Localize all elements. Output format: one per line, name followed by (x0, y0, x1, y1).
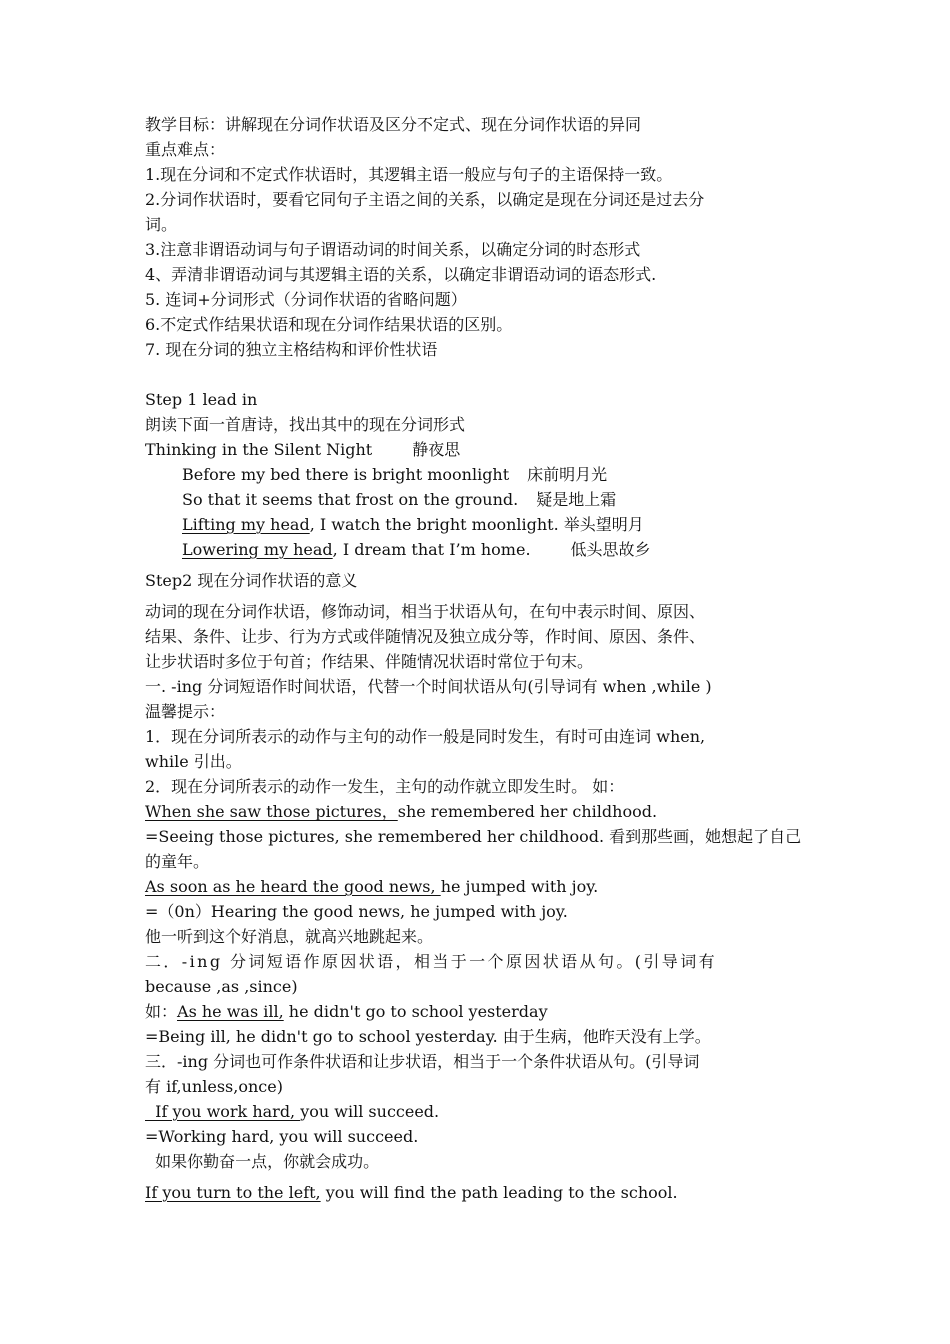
example-2-equiv: =（0n）Hearing the good news, he jumped with joy. (145, 902, 568, 921)
tip-2: 2．现在分词所表示的动作一发生，主句的动作就立即发生时。 如： (145, 777, 625, 796)
example-1 (145, 801, 657, 823)
poem-line-cn: 举头望明月 (563, 515, 644, 534)
example-1-equiv: =Seeing those pictures, she remembered her childhood. 看到那些画，她想起了自己 (145, 827, 802, 846)
step1-instruction: 朗读下面一首唐诗，找出其中的现在分词形式 (145, 415, 466, 434)
point-7: 7. 现在分词的独立主格结构和评价性状语 (145, 340, 438, 359)
example-underlined: As he was ill, (177, 1002, 284, 1021)
section-2-title-cont: because ,as ,since) (145, 977, 298, 996)
example-underlined: As soon as he heard the good news, (145, 877, 441, 896)
example-3-equiv: =Being ill, he didn't go to school yesterday. 由于生病，他昨天没有上学。 (145, 1027, 711, 1046)
poem-line-cn: 低头思故乡 (570, 540, 651, 559)
example-underlined: If you work hard, (145, 1102, 301, 1121)
example-3 (145, 1001, 548, 1023)
example-5 (145, 1182, 678, 1204)
meaning-line-1: 动词的现在分词作状语，修饰动词，相当于状语从句，在句中表示时间、原因、 (145, 602, 706, 621)
example-1-equiv-cont: 的童年。 (145, 852, 210, 871)
poem-title-cn: 静夜思 (412, 440, 461, 459)
example-4-equiv: =Working hard, you will succeed. (145, 1127, 419, 1146)
section-2-title: 二．-ing 分词短语作原因状语，相当于一个原因状语从句。(引导词有 (145, 952, 717, 971)
tip-title: 温馨提示： (145, 702, 226, 721)
example-2 (145, 876, 598, 898)
poem-line-1 (182, 464, 607, 486)
example-underlined: If you turn to the left, (145, 1183, 321, 1202)
poem-line-en: , I dream that I’m home. (332, 540, 531, 559)
point-2-cont: 词。 (145, 215, 178, 234)
section-3-title-cont: 有 if,unless,once) (145, 1077, 283, 1096)
section-3-title: 三．-ing 分词也可作条件状语和让步状语，相当于一个条件状语从句。(引导词 (145, 1052, 700, 1071)
poem-line-4 (182, 539, 651, 561)
step2-title: Step2 现在分词作状语的意义 (145, 571, 358, 590)
poem-title (145, 439, 460, 461)
point-5: 5. 连词+分词形式（分词作状语的省略问题） (145, 290, 467, 309)
meaning-line-2: 结果、条件、让步、行为方式或伴随情况及独立成分等，作时间、原因、条件、 (145, 627, 706, 646)
poem-line-en: So that it seems that frost on the ground. (182, 490, 519, 509)
section-1-title: 一. -ing 分词短语作时间状语，代替一个时间状语从句(引导词有 when ,while ) (145, 677, 712, 696)
point-4: 4、弄清非谓语动词与其逻辑主语的关系，以确定非谓语动词的语态形式. (145, 265, 657, 284)
example-4 (145, 1101, 439, 1123)
poem-line-en: , I watch the bright moonlight. (309, 515, 559, 534)
example-text: she remembered her childhood. (397, 802, 658, 821)
teaching-goal: 教学目标：讲解现在分词作状语及区分不定式、现在分词作状语的异同 (145, 115, 642, 134)
example-text: you will find the path leading to the school. (320, 1183, 678, 1202)
point-3: 3.注意非谓语动词与句子谓语动词的时间关系，以确定分词的时态形式 (145, 240, 641, 259)
poem-title-en: Thinking in the Silent Night (145, 440, 373, 459)
difficulty-title: 重点难点： (145, 140, 226, 159)
example-text: he didn't go to school yesterday (283, 1002, 548, 1021)
example-text: you will succeed. (300, 1102, 440, 1121)
example-prefix: 如： (145, 1002, 178, 1021)
poem-line-3 (182, 514, 644, 536)
poem-line-cn: 疑是地上霜 (536, 490, 617, 509)
point-1: 1.现在分词和不定式作状语时，其逻辑主语一般应与句子的主语保持一致。 (145, 165, 673, 184)
tip-1: 1．现在分词所表示的动作与主句的动作一般是同时发生，有时可由连词 when, (145, 727, 706, 746)
example-text: he jumped with joy. (440, 877, 599, 896)
poem-line-en: Before my bed there is bright moonlight (182, 465, 510, 484)
step1-title: Step 1 lead in (145, 390, 258, 409)
example-4-translation: 如果你勤奋一点，你就会成功。 (145, 1152, 380, 1171)
point-6: 6.不定式作结果状语和现在分词作结果状语的区别。 (145, 315, 513, 334)
example-underlined: When she saw those pictures， (145, 802, 398, 821)
poem-line-underlined: Lifting my head (182, 515, 310, 534)
example-2-translation: 他一听到这个好消息，就高兴地跳起来。 (145, 927, 434, 946)
poem-line-cn: 床前明月光 (527, 465, 608, 484)
poem-line-2 (182, 489, 616, 511)
meaning-line-3: 让步状语时多位于句首；作结果、伴随情况状语时常位于句末。 (145, 652, 594, 671)
poem-line-underlined: Lowering my head (182, 540, 333, 559)
tip-1-cont: while 引出。 (145, 752, 242, 771)
point-2: 2.分词作状语时，要看它同句子主语之间的关系，以确定是现在分词还是过去分 (145, 190, 705, 209)
